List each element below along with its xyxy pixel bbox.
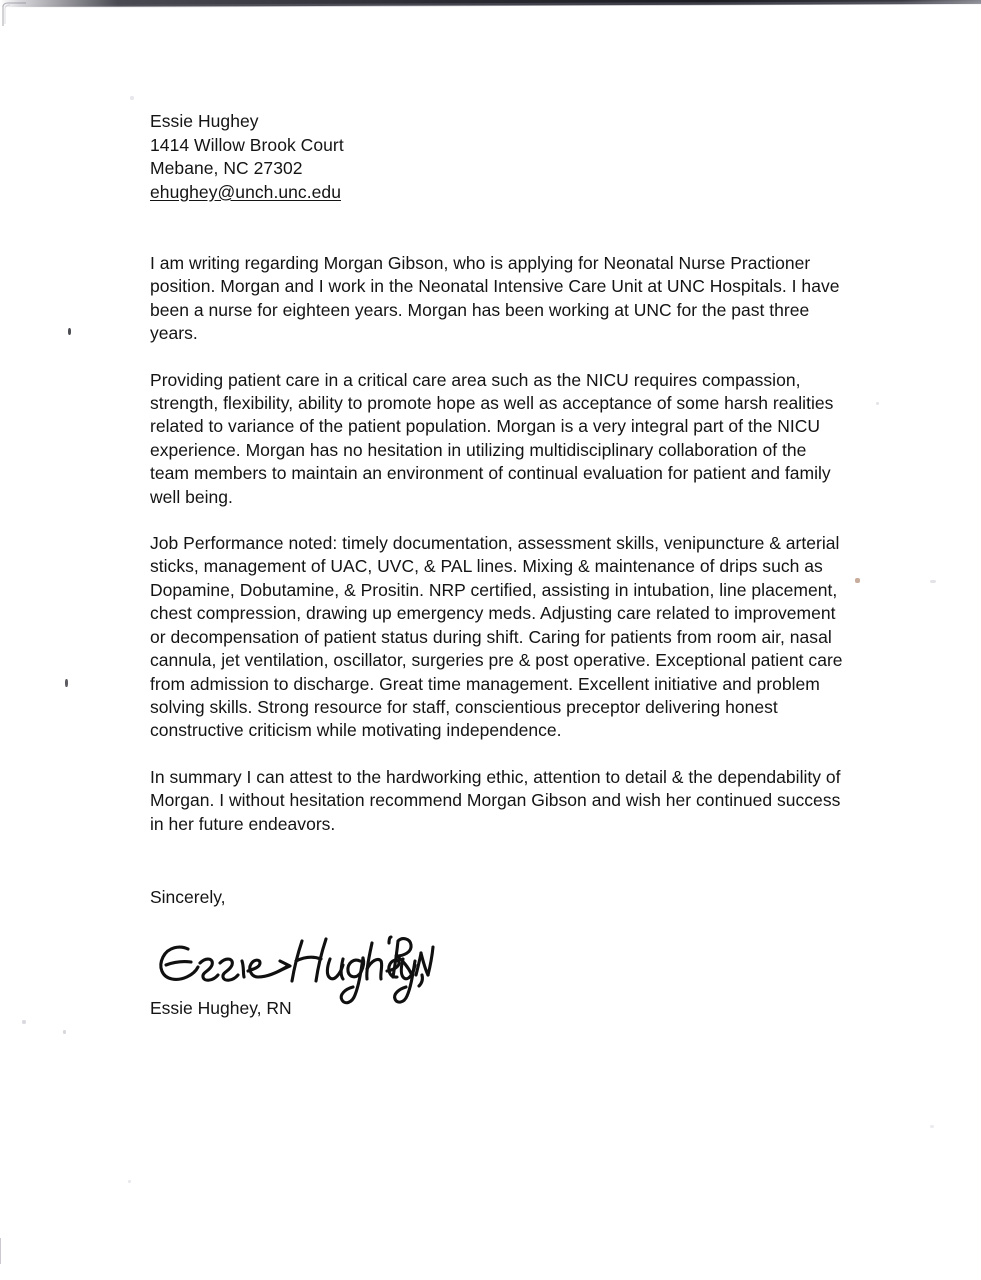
paragraph-3: Job Performance noted: timely documentation, assessment skills, venipuncture & arterial sticks, management of UAC, UVC, & PAL lines. Mixing & maintenance of drips such as Dopamine, Dobutamine, & Prositin. NRP certified, assisting in intubation, line placement, chest compression, drawing up emergency meds. Adjusting care related to improvement or decompensation of patient status during shift. Caring for patients from room air, nasal cannula, jet ventilation, oscillator, surgeries pre & post operative. Exceptional patient care from admission to discharge. Great time management. Excellent initiative and problem solving skills. Strong resource for staff, conscientious preceptor delivering honest constructive criticism while motivating independence.: [150, 533, 843, 741]
scan-speck: [128, 1180, 131, 1183]
sender-email-link[interactable]: [150, 181, 850, 205]
page-corner-fold-artifact: [2, 2, 28, 28]
email-text[interactable]: ehughey@unch.unc.edu: [150, 181, 341, 202]
sender-city-state-zip: Mebane, NC 27302: [150, 158, 303, 178]
scan-speck: [63, 1030, 66, 1034]
closing-salutation: Sincerely,: [150, 887, 226, 907]
scan-speck: [930, 580, 936, 583]
sender-name: Essie Hughey: [150, 111, 259, 131]
scan-speck: [22, 1020, 26, 1024]
scan-speck: [855, 578, 860, 583]
scan-speck: [130, 96, 134, 100]
scan-speck: [68, 328, 71, 335]
scan-speck: [876, 402, 879, 405]
sender-street: 1414 Willow Brook Court: [150, 134, 344, 155]
scan-speck: [930, 1125, 934, 1128]
scan-left-edge-artifact: [0, 1238, 1, 1264]
scan-speck: [65, 679, 68, 687]
paragraph-1: I am writing regarding Morgan Gibson, who is applying for Neonatal Nurse Practioner position. Morgan and I work in the Neonatal Intensive Care Unit at UNC Hospitals. I have been a nurse for eighteen years. Morgan has been working at UNC for the past three years.: [150, 253, 840, 344]
letter-paragraphs: [150, 252, 850, 836]
paragraph-4: In summary I can attest to the hardworking ethic, attention to detail & the dependability of Morgan. I without hesitation recommend Morgan Gibson and wish her continued success in her future endeavors.: [150, 766, 841, 834]
handwritten-signature: [150, 925, 450, 1001]
letter-content: [150, 110, 850, 859]
closing-block: [150, 886, 650, 1021]
paragraph-2: Providing patient care in a critical care area such as the NICU requires compassion, strength, flexibility, ability to promote hope as well as acceptance of some harsh realities related to variance of the patient population. Morgan is a very integral part of the NICU experience. Morgan has no hesitation in utilizing multidisciplinary collaboration of the team members to maintain an environment of continual evaluation for patient and family well being.: [150, 369, 834, 507]
typed-signature-name: Essie Hughey, RN: [150, 998, 292, 1019]
sender-address-block: [150, 110, 850, 204]
